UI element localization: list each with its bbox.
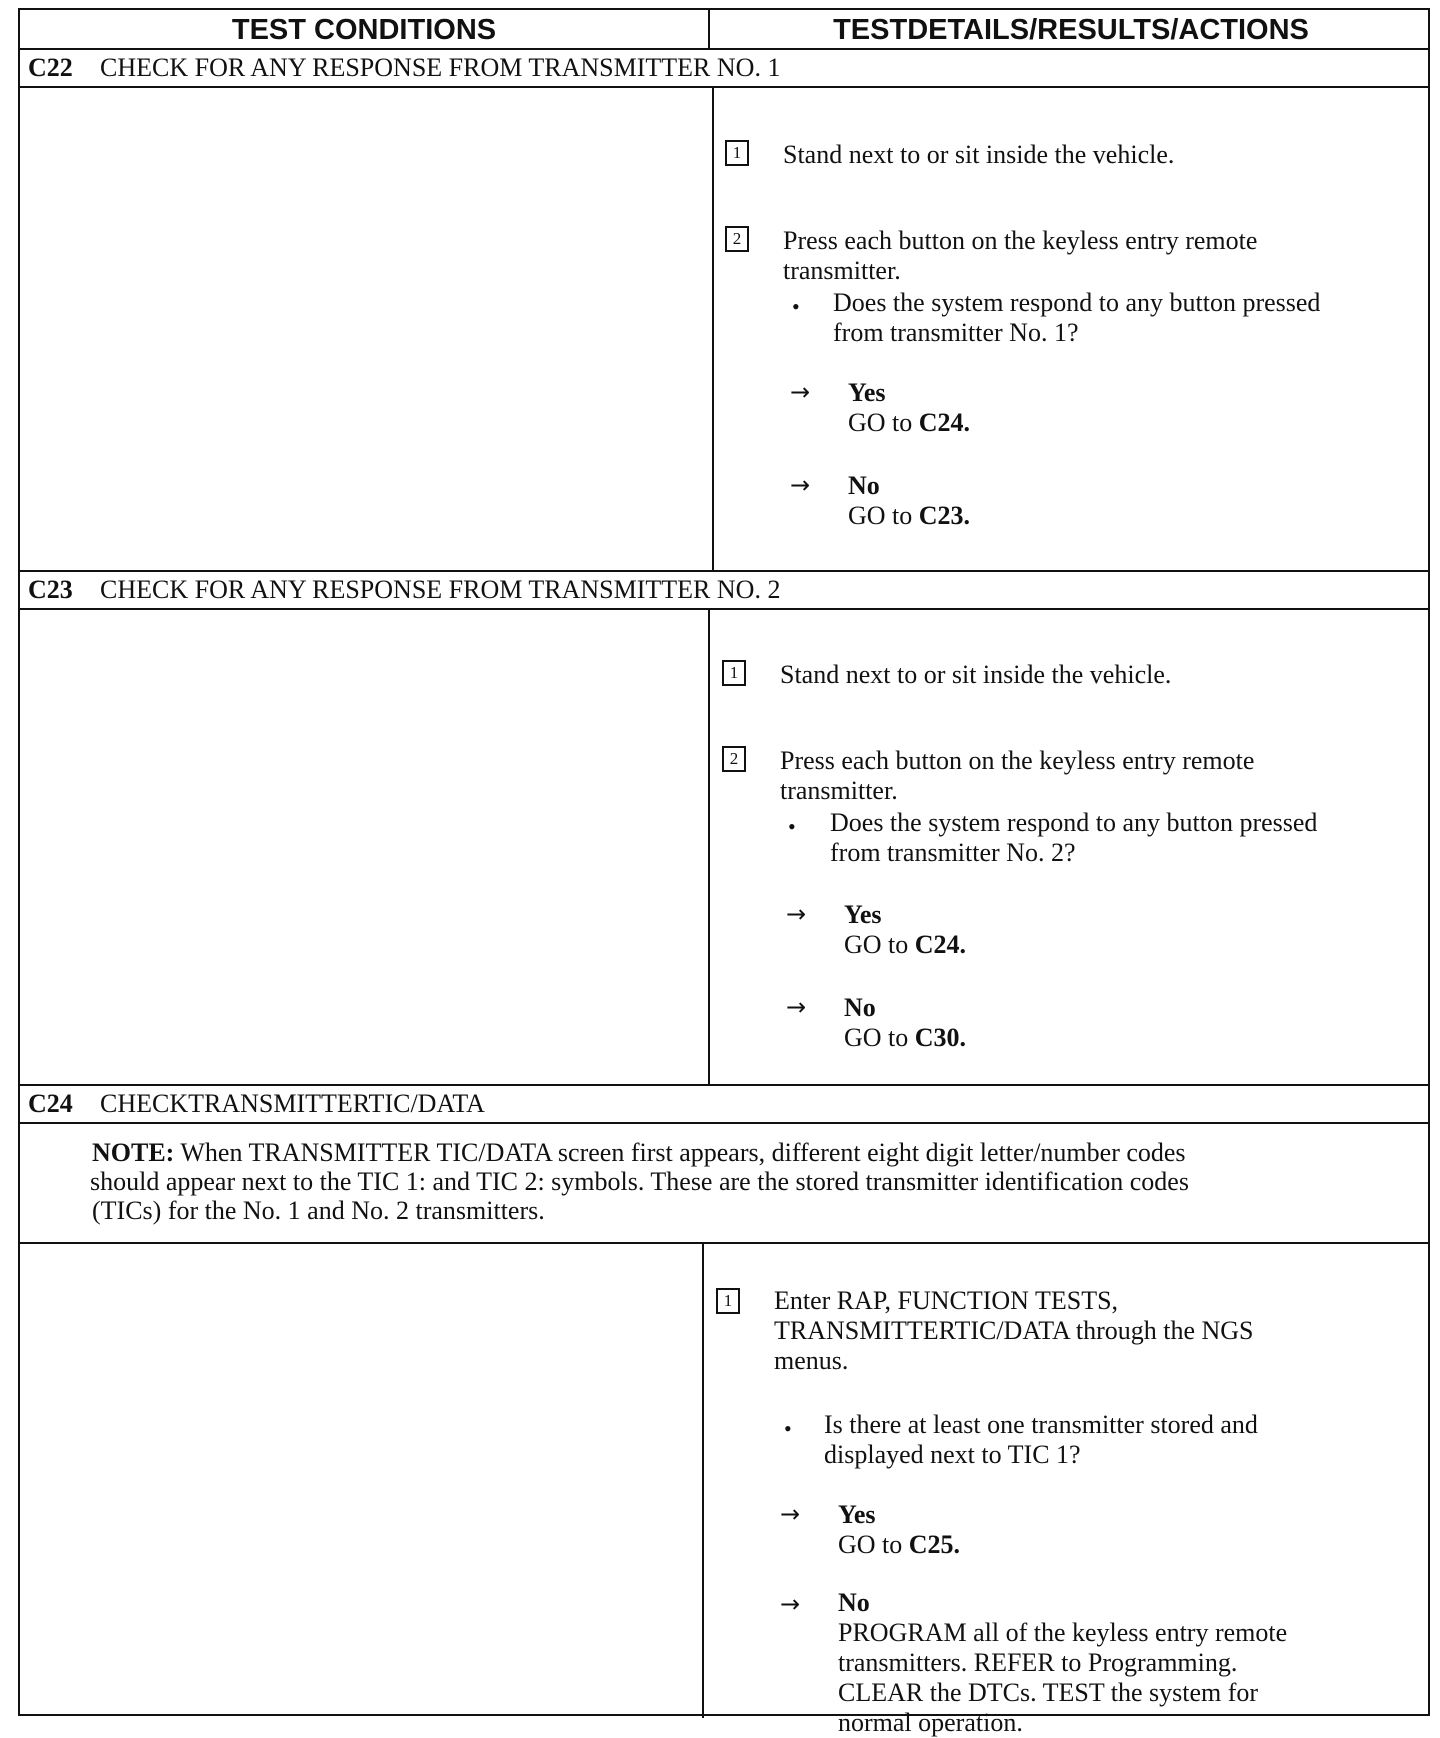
section-c24-title	[20, 1086, 1428, 1124]
arrow-right-icon: →	[786, 993, 807, 1021]
step-text: Press each button on the keyless entry remote transmitter.	[780, 746, 1255, 805]
step-number-box: 1	[716, 1288, 740, 1314]
section-title: CHECKTRANSMITTERTIC/DATA	[100, 1089, 485, 1118]
question-text: Does the system respond to any button pressed from transmitter No. 1?	[833, 288, 1321, 347]
no-result: No PROGRAM all of the keyless entry remote transmitters. REFER to Programming. CLEAR the DTCs. TEST the system for normal operation.	[838, 1588, 1288, 1737]
step-text: Enter RAP, FUNCTION TESTS, TRANSMITTERTIC/DATA through the NGS menus.	[774, 1286, 1254, 1375]
yes-result: Yes GO to C24.	[844, 900, 967, 959]
no-result: No GO to C23.	[848, 471, 971, 530]
bullet-icon: •	[784, 1416, 792, 1441]
diagnostic-table	[18, 8, 1430, 1737]
section-title: CHECK FOR ANY RESPONSE FROM TRANSMITTER NO. 1	[100, 53, 781, 82]
step-number-box: 1	[725, 140, 749, 166]
section-id: C23	[28, 575, 73, 604]
arrow-right-icon: →	[780, 1590, 801, 1618]
bullet-icon: •	[792, 294, 800, 319]
section-title: CHECK FOR ANY RESPONSE FROM TRANSMITTER NO. 2	[100, 575, 781, 604]
section-id: C22	[28, 53, 73, 82]
no-result: No GO to C30.	[844, 993, 967, 1052]
step-text: Press each button on the keyless entry remote transmitter.	[783, 226, 1258, 285]
header-test-details: TESTDETAILS/RESULTS/ACTIONS	[833, 14, 1309, 46]
section-id: C24	[28, 1089, 73, 1118]
section-c23-title	[20, 572, 1428, 610]
arrow-right-icon: →	[780, 1500, 801, 1528]
yes-result: Yes GO to C24.	[848, 378, 971, 437]
arrow-right-icon: →	[790, 471, 811, 499]
arrow-right-icon: →	[790, 378, 811, 406]
column-divider	[702, 1244, 704, 1718]
step-text: Stand next to or sit inside the vehicle.	[783, 140, 1175, 169]
table-header	[20, 10, 1428, 50]
step-text: Stand next to or sit inside the vehicle.	[780, 660, 1172, 689]
section-c24-note	[20, 1124, 1428, 1244]
question-text: Does the system respond to any button pressed from transmitter No. 2?	[830, 808, 1318, 867]
step-number-box: 1	[722, 660, 746, 686]
column-divider	[708, 610, 710, 1084]
section-c22-title	[20, 50, 1428, 88]
section-c22-body	[20, 88, 1428, 572]
step-number-box: 2	[722, 746, 746, 772]
question-text: Is there at least one transmitter stored and displayed next to TIC 1?	[824, 1410, 1258, 1469]
step-number-box: 2	[725, 226, 749, 252]
note-text: NOTE: When TRANSMITTER TIC/DATA screen first appears, different eight digit letter/number codes should appear next to the TIC 1: and TIC 2: symbols. These are the stored transmitter identification codes (TICs) for the No. 1 and No. 2 transmitters.	[90, 1138, 1189, 1225]
section-c24-body	[20, 1244, 1428, 1737]
arrow-right-icon: →	[786, 900, 807, 928]
bullet-icon: •	[788, 814, 796, 839]
yes-result: Yes GO to C25.	[838, 1500, 961, 1559]
column-divider	[712, 88, 714, 570]
section-c23-body	[20, 610, 1428, 1086]
header-test-conditions: TEST CONDITIONS	[20, 10, 710, 50]
